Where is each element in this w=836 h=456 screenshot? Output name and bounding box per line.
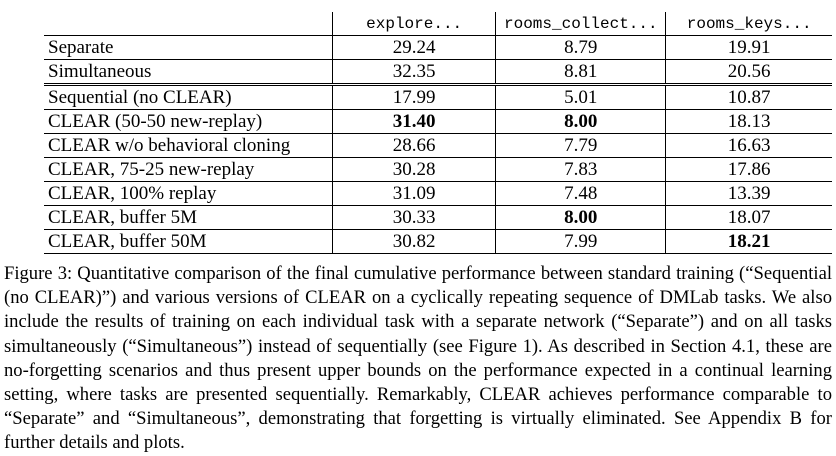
row-label: CLEAR (50-50 new-replay) — [44, 110, 333, 134]
table-corner-cell — [44, 12, 333, 36]
row-label: Separate — [44, 36, 333, 60]
cell-rooms-collect: 8.00 — [496, 110, 666, 134]
table-row — [44, 110, 832, 134]
cell-rooms-keys: 13.39 — [666, 182, 832, 206]
row-label: Sequential (no CLEAR) — [44, 85, 333, 110]
cell-rooms-collect: 7.79 — [496, 134, 666, 158]
row-label: Simultaneous — [44, 60, 333, 85]
row-label: CLEAR w/o behavioral cloning — [44, 134, 333, 158]
column-header-rooms-collect: rooms_collect... — [496, 12, 666, 36]
cell-explore: 30.33 — [333, 206, 496, 230]
cell-rooms-keys: 18.13 — [666, 110, 832, 134]
table-header-row — [44, 12, 832, 36]
results-table — [44, 12, 832, 254]
column-header-rooms-keys: rooms_keys... — [666, 12, 832, 36]
cell-rooms-keys: 20.56 — [666, 60, 832, 85]
table-row — [44, 230, 832, 254]
table-row — [44, 36, 832, 60]
table-row — [44, 85, 832, 110]
cell-rooms-keys: 19.91 — [666, 36, 832, 60]
cell-rooms-collect: 8.81 — [496, 60, 666, 85]
cell-rooms-keys: 18.21 — [666, 230, 832, 254]
cell-rooms-collect: 7.48 — [496, 182, 666, 206]
table-row — [44, 158, 832, 182]
cell-rooms-collect: 8.79 — [496, 36, 666, 60]
cell-explore: 30.28 — [333, 158, 496, 182]
cell-explore: 30.82 — [333, 230, 496, 254]
table-row — [44, 182, 832, 206]
cell-explore: 32.35 — [333, 60, 496, 85]
cell-explore: 31.40 — [333, 110, 496, 134]
cell-explore: 28.66 — [333, 134, 496, 158]
cell-rooms-collect: 7.83 — [496, 158, 666, 182]
cell-explore: 31.09 — [333, 182, 496, 206]
table-row — [44, 60, 832, 85]
cell-rooms-collect: 8.00 — [496, 206, 666, 230]
cell-rooms-collect: 5.01 — [496, 85, 666, 110]
cell-rooms-keys: 10.87 — [666, 85, 832, 110]
table-row — [44, 134, 832, 158]
table-row — [44, 206, 832, 230]
cell-explore: 17.99 — [333, 85, 496, 110]
cell-rooms-keys: 16.63 — [666, 134, 832, 158]
row-label: CLEAR, buffer 5M — [44, 206, 333, 230]
row-label: CLEAR, 100% replay — [44, 182, 333, 206]
cell-rooms-keys: 18.07 — [666, 206, 832, 230]
figure-caption: Figure 3: Quantitative comparison of the final cumulative performance between standard training (“Sequential (no CLEAR)”) and various versions of CLEAR on a cyclically repeating sequence of DMLab tasks. We also include the results of training on each individual task with a separate network (“Separate”) and on all tasks simultaneously (“Simultaneous”) instead of sequentially (see Figure 1). As described in Section 4.1, these are no-forgetting scenarios and thus present upper bounds on the performance expected in a continual learning setting, where tasks are presented sequentially. Remarkably, CLEAR achieves performance comparable to “Separate” and “Simultaneous”, demonstrating that forgetting is virtually eliminated. See Appendix B for further details and plots. — [4, 263, 832, 454]
cell-explore: 29.24 — [333, 36, 496, 60]
cell-rooms-keys: 17.86 — [666, 158, 832, 182]
row-label: CLEAR, buffer 50M — [44, 230, 333, 254]
cell-rooms-collect: 7.99 — [496, 230, 666, 254]
column-header-explore: explore... — [333, 12, 496, 36]
row-label: CLEAR, 75-25 new-replay — [44, 158, 333, 182]
